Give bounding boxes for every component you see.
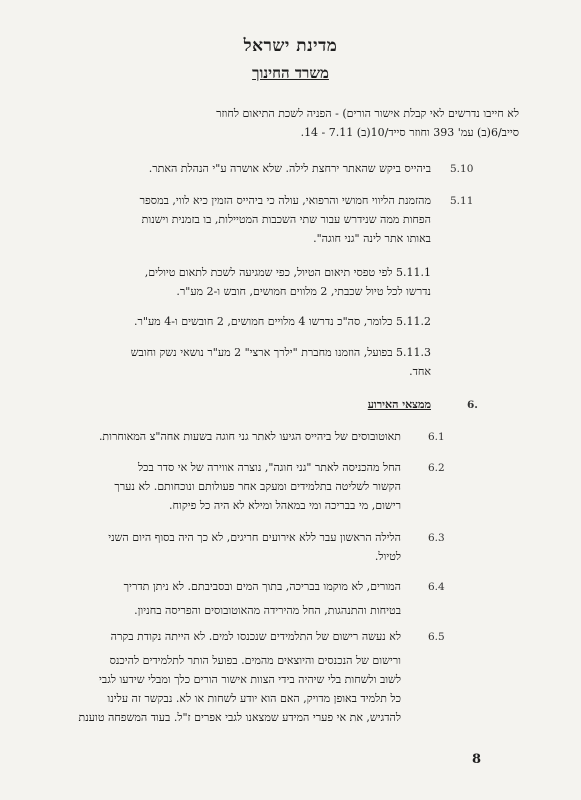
item-number: 5.11.3 [396, 346, 431, 359]
item-number: 5.11.2 [396, 315, 431, 328]
sub-number: 6.1 [428, 431, 445, 443]
sub-number: 6.3 [428, 532, 445, 544]
item-text: כלומר, סה"כ נדרשו 4 מלויים חמושים, 2 חובשים ו-4 מע"ר. [133, 315, 393, 328]
section-number: 6. [467, 399, 478, 411]
sub-line: לא נעשה רישום של התלמידים שנכנסו למים. לא הייתה נקודת בקרה [110, 630, 401, 643]
sub-line: רישום, מי בבריכה ומי במאהל ומילא לא היה כל פיקוח. [169, 499, 401, 512]
intro-line-1: לא חייבו נדרשים לאי קבלת אישור הורים) - הפניה לשכת התיאום לחוזר [216, 107, 519, 120]
item-number: 5.10 [450, 163, 474, 175]
ministry-header: משרד החינוך [252, 64, 329, 82]
sub-line: הקשור לשליטה בתלמידים ומעקב אחר פעולותם ונוכחותם. לא נערך [114, 480, 401, 493]
intro-line-2: סייב/6(ב) עמ' 393 וחוזר סייד/10(ב) 7.11 - 14. [300, 126, 519, 139]
section-title: ממצאי האירוע [367, 398, 431, 411]
sub-line: לטיול. [374, 550, 401, 563]
item-text: לפי טפסי תיאום הטיול, כפי שמגיעה לשכת לתאום טיולים, [144, 266, 393, 279]
sub-line: להדגיש, את אי פערי המידע שמצאנו לגבי אפרים ז"ל. בעוד המשפחה טוענת [78, 711, 401, 724]
item-line [145, 266, 431, 280]
sub-line: כל תלמיד באופן מדויק, האם הוא יודע לשחות או לא. נבקשר זה עלינו [107, 692, 401, 705]
sub-number: 6.5 [428, 631, 445, 643]
item-line: נדרשו לכל טיול שכבתי, 2 מלווים חמושים, חובש ו-2 מע"ר. [176, 285, 431, 298]
sub-line: בטיחות והתנהגות, החל מהירידה מהאוטובוסים והפריסה בחניון. [134, 604, 401, 617]
page-number: 8 [472, 752, 482, 767]
item-line: באותו אתר לינה "גני חוגה". [313, 232, 431, 245]
sub-number: 6.4 [428, 581, 445, 593]
item-line [131, 346, 431, 360]
sub-line: המורים, לא מוקמו בבריכה, בתוך המים ובסביבתם. לא ניתן תדריך [123, 580, 401, 593]
item-line: מהזמנת הליווי חמושי והרפואי, עולה כי ביהייס הזמין כיא לווי, במספר [139, 194, 431, 207]
sub-line: לשוב ולשחות בלי שיהיה בידי הצוות אישור הורים כלך ומבלי שידעו לגבי [99, 673, 401, 686]
sub-line: החל מהכניסה לאתר "גני חוגה", נוצרה אווירה של אי סדר בכל [138, 461, 401, 474]
item-line [134, 315, 431, 329]
item-line: אחד. [409, 365, 431, 378]
item-number: 5.11.1 [396, 266, 431, 279]
sub-number: 6.2 [428, 462, 445, 474]
sub-line: ורישום של הנכנסים והיוצאים מהמים. בפועל הותר לתלמידים להיכנס [109, 654, 401, 667]
item-number: 5.11 [450, 195, 474, 207]
sub-line: תאוטובוסים של ביהייס הגיעו לאתר גני חוגה בשעות אחה"צ המאוחרות. [98, 430, 401, 443]
item-text: בפועל, הוזמנו מחברת "ילרך ארצי" 2 מע"ר נושאי נשק וחובש [130, 346, 393, 359]
state-header: מדינת ישראל [243, 36, 338, 56]
item-line: ביהייס ביקש שהאתר ירחצת לילה. שלא אושרה ע"י הנהלת האתר. [148, 162, 431, 175]
item-line: הפחות ממה שנידרש עבור שתי השכבות המטיילות, בו בזמנית וישנות [141, 213, 431, 226]
sub-line: הלילה הראשון עבר ללא אירועים חריגים, לא כך היה בסוף היום השני [108, 531, 401, 544]
